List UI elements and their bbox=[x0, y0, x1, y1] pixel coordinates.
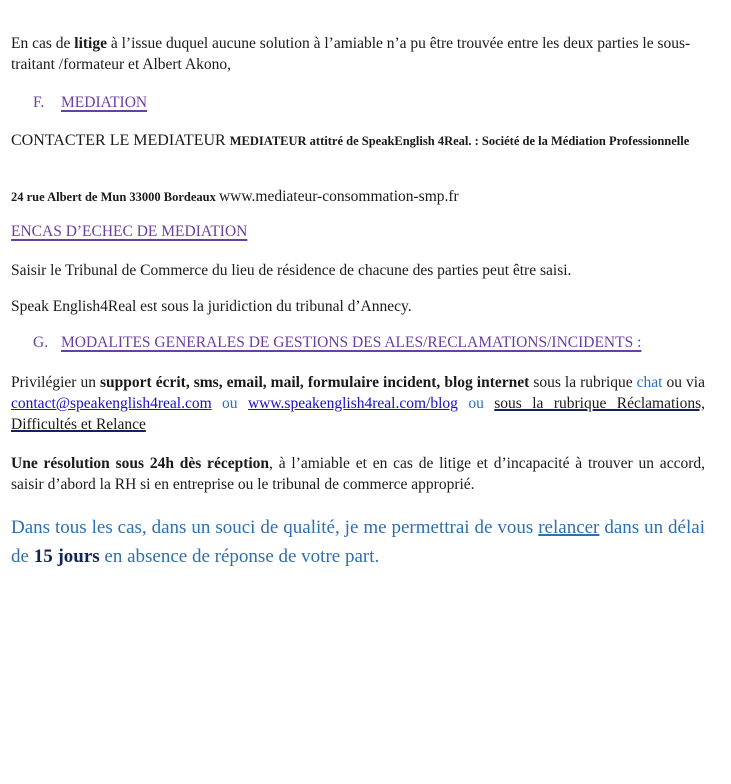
support-text-2: sous la rubrique bbox=[529, 374, 637, 391]
intro-paragraph bbox=[11, 33, 705, 75]
resolution-text: , à l’amiable et en cas de litige et d’incapacité à trouver un accord, saisir d’abord la RH si en entreprise ou le tribunal de commerce approprié. bbox=[11, 455, 705, 493]
juridiction-paragraph: Speak English4Real est sous la juridiction du tribunal d’Annecy. bbox=[11, 298, 412, 315]
contact-paragraph bbox=[11, 131, 705, 151]
section-f-letter: F. bbox=[33, 94, 45, 111]
echec-title: ENCAS D’ECHEC DE MEDIATION bbox=[11, 223, 248, 240]
rubrique-reclamations: sous la rubrique Réclamations, Difficultés et Relance bbox=[11, 395, 706, 433]
final-days: 15 jours bbox=[33, 546, 100, 567]
support-text-3: ou via bbox=[662, 374, 705, 391]
support-text-5: ou bbox=[457, 395, 495, 412]
intro-text: En cas de bbox=[11, 35, 75, 52]
contact-mediator: MEDIATEUR attitré de SpeakEnglish 4Real. : Société de la Médiation Professionnelle bbox=[229, 134, 690, 148]
final-text-2: dans un délai de bbox=[11, 517, 705, 567]
intro-litige: litige bbox=[74, 35, 107, 52]
tribunal-paragraph: Saisir le Tribunal de Commerce du lieu de résidence de chacune des parties peut être saisi. bbox=[11, 262, 572, 279]
final-text-3: en absence de réponse de votre part. bbox=[99, 546, 380, 567]
section-g-heading bbox=[33, 334, 641, 352]
final-text: Dans tous les cas, dans un souci de qualité, je me permettrai de vous bbox=[11, 517, 539, 538]
support-text-4: ou bbox=[211, 395, 248, 412]
support-text: Privilégier un bbox=[11, 374, 100, 391]
section-g-title: MODALITES GENERALES DE GESTIONS DES ALES/RECLAMATIONS/INCIDENTS : bbox=[61, 334, 642, 351]
blog-link[interactable]: www.speakenglish4real.com/blog bbox=[247, 395, 458, 412]
intro-text-rest: à l’issue duquel aucune solution à l’amiable n’a pu être trouvée entre les deux parties le sous-traitant /formateur et Albert Akono, bbox=[11, 35, 691, 73]
contact-email-link[interactable]: contact@speakenglish4real.com bbox=[11, 395, 212, 412]
final-paragraph bbox=[11, 513, 705, 571]
address-paragraph bbox=[11, 186, 705, 208]
echec-heading bbox=[11, 223, 247, 241]
resolution-paragraph bbox=[11, 453, 705, 495]
section-f-title: MEDIATION bbox=[61, 94, 148, 111]
chat-label: chat bbox=[636, 374, 663, 391]
mediator-website: www.mediateur-consommation-smp.fr bbox=[218, 188, 459, 205]
section-f-heading bbox=[33, 94, 147, 112]
final-relancer: relancer bbox=[538, 517, 600, 538]
contact-caps: CONTACTER LE MEDIATEUR bbox=[11, 132, 230, 149]
section-g-letter: G. bbox=[33, 334, 49, 351]
address-street: 24 rue Albert de Mun 33000 Bordeaux bbox=[11, 190, 219, 204]
support-paragraph bbox=[11, 372, 705, 435]
support-channels: support écrit, sms, email, mail, formulaire incident, blog internet bbox=[100, 374, 530, 391]
resolution-bold: Une résolution sous 24h dès réception bbox=[11, 455, 270, 472]
